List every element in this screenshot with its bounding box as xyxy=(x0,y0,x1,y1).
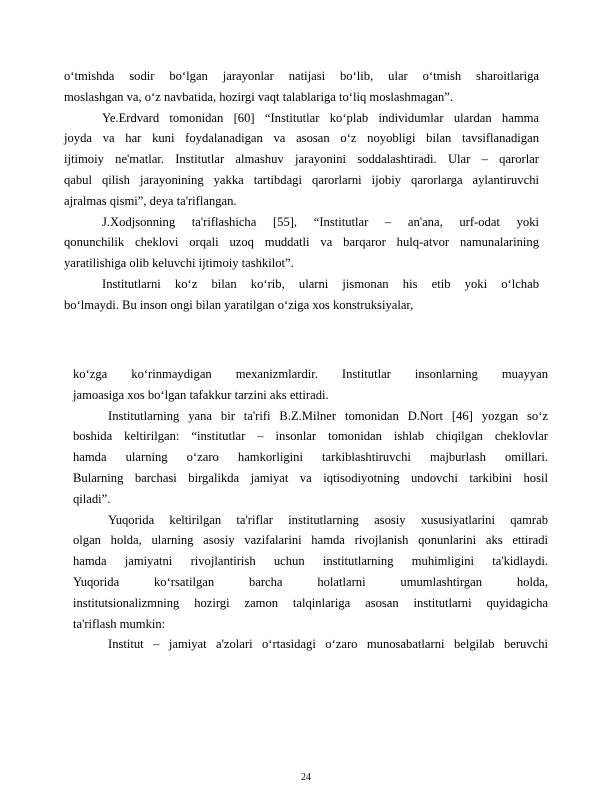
text-line: joyda va har kuni foydalanadigan va asosan o‘z noyobligi bilan tavsiflanadigan xyxy=(64,131,539,146)
text-line: hamda ularning o‘zaro hamkorligini tarkiblashtiruvchi majburlash omillari. xyxy=(73,450,548,465)
text-line: ijtimoiy ne'matlar. Institutlar almashuv jarayonini soddalashtiradi. Ular – qarorlar xyxy=(64,152,539,167)
text-line: Ye.Erdvard tomonidan [60] “Institutlar ko‘plab individumlar ulardan hamma xyxy=(102,110,539,125)
text-line: qabul qilish jarayonining yakka tartibdagi qarorlarni ijobiy qarorlarga aylantiruvchi xyxy=(64,173,539,187)
text-line: Bularning barchasi birgalikda jamiyat va iqtisodiyotning undovchi tarkibini hosil xyxy=(73,471,548,485)
text-line: yaratilishiga olib keluvchi ijtimoiy tashkilot”. xyxy=(64,256,294,271)
text-line: hamda jamiyatni rivojlantirish uchun institutlarning muhimligini ta'kidlaydi. xyxy=(73,554,548,569)
page-number: 24 xyxy=(301,772,311,783)
text-line: ta'riflash mumkin: xyxy=(73,616,166,631)
text-line: Institutlarni ko‘z bilan ko‘rib, ularni jismonan his etib yoki o‘lchab xyxy=(102,277,539,291)
text-line: olgan holda, ularning asosiy vazifalarini hamda rivojlanish qonunlarini aks ettiradi xyxy=(73,533,548,548)
text-line: qonunchilik cheklovi orqali uzoq muddatli va barqaror hulq-atvor namunalarining xyxy=(64,235,539,250)
text-line: bo‘lmaydi. Bu inson ongi bilan yaratilgan o‘ziga xos konstruksiyalar, xyxy=(64,297,414,312)
text-line: boshida keltirilgan: “institutlar – insonlar tomonidan ishlab chiqilgan cheklovlar xyxy=(73,429,548,444)
text-line: qiladi”. xyxy=(73,491,111,506)
text-line: ko‘zga ko‘rinmaydigan mexanizmlardir. Institutlar insonlarning muayyan xyxy=(73,367,548,381)
text-line: J.Xodjsonning ta'riflashicha [55], “Institutlar – an'ana, urf-odat yoki xyxy=(102,214,539,229)
text-line: Yuqorida keltirilgan ta'riflar institutlarning asosiy xususiyatlarini qamrab xyxy=(108,512,548,527)
text-line: institutsionalizmning hozirgi zamon talqinlariga asosan institutlarni quyidagicha xyxy=(73,595,548,610)
text-line: moslashgan va, o‘z navbatida, hozirgi vaqt talablariga to‘liq moslashmagan”. xyxy=(64,89,454,104)
text-line: Institutlarning yana bir ta'rifi B.Z.Milner tomonidan D.Nort [46] yozgan so‘z xyxy=(108,408,548,423)
text-line: ajralmas qismi”, deya ta'riflangan. xyxy=(64,193,237,208)
text-line: Yuqorida ko‘rsatilgan barcha holatlarni umumlashtirgan holda, xyxy=(73,575,548,589)
text-line: Institut – jamiyat a'zolari o‘rtasidagi o‘zaro munosabatlarni belgilab beruvchi xyxy=(108,637,548,652)
text-line: o‘tmishda sodir bo‘lgan jarayonlar natijasi bo‘lib, ular o‘tmish sharoitlariga xyxy=(64,69,539,83)
text-line: jamoasiga xos bo‘lgan tafakkur tarzini aks ettiradi. xyxy=(73,387,329,402)
